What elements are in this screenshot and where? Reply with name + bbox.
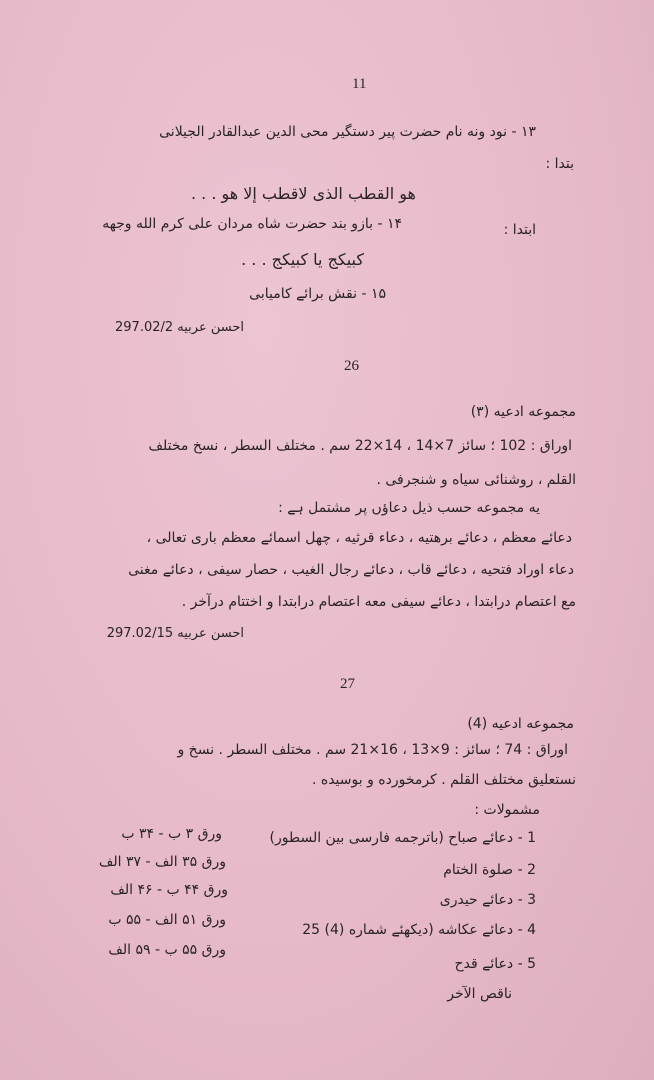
list-line-14: ۱۴ - بازو بند حضرت شاه مردان علی کرم الله وجهه xyxy=(102,216,402,232)
entry-26-line-1: اوراق : 102 ؛ سائز 7×14 ، 14×22 سم . مختلف السطر ، نسخ مختلف xyxy=(148,438,572,454)
entry-26-line-4: دعائے معظم ، دعائے برهتیه ، دعاء قرثیه ، چهل اسمائے معظم باری تعالی ، xyxy=(146,530,572,546)
entry-26-line-3: یه مجموعه حسب ذیل دعاؤں پر مشتمل ہے : xyxy=(278,500,540,516)
contents-label: مشمولات : xyxy=(474,802,540,818)
ibtida-text: هو القطب الذی لاقطب إلا هو . . . xyxy=(190,184,416,203)
entry-26-line-6: مع اعتصام درابتدا ، دعائے سیفی معه اعتصام درابتدا و اختتام درآخر . xyxy=(181,594,576,610)
item-2-text: 2 - صلوة الختام xyxy=(443,862,536,878)
closing-note: ناقص الآخر xyxy=(447,986,512,1002)
entry-27-title: مجموعه ادعیه (4) xyxy=(467,716,574,732)
page-number: 11 xyxy=(352,76,367,92)
item-1-folio: ورق ۳ ب - ۳۴ ب xyxy=(121,826,222,842)
item-4-folio: ورق ۵۱ الف - ۵۵ ب xyxy=(108,912,226,928)
list-line-14-continuation: کبیکج یا کبیکج . . . xyxy=(241,250,364,269)
item-3-text: 3 - دعائے حیدری xyxy=(439,892,536,908)
reference-2: احسن عربیه 297.02/15 xyxy=(106,626,244,641)
entry-26-title: مجموعه ادعیه (۳) xyxy=(470,404,576,420)
list-line-15: ۱۵ - نقش برائے کامیابی xyxy=(249,286,386,302)
list-line-13: ۱۳ - نود ونه نام حضرت پیر دستگیر محی الدین عبدالقادر الجیلانی xyxy=(159,124,536,140)
item-4-text: 4 - دعائے عکاشه (دیکھئے شماره (4) 25 xyxy=(302,922,536,938)
item-1-text: 1 - دعائے صباح (باترجمه فارسی بین السطور) xyxy=(269,830,536,846)
entry-26-line-5: دعاء اوراد فتحیه ، دعائے قاب ، دعائے رجال الغیب ، حصار سیفی ، دعائے مغنی xyxy=(128,562,574,578)
reference-1: احسن عربیه 297.02/2 xyxy=(115,320,244,335)
ibtida-label: بتدا : xyxy=(545,156,574,172)
item-3-folio: ورق ۴۴ ب - ۴۶ الف xyxy=(110,882,228,898)
entry-number-26: 26 xyxy=(344,358,359,374)
item-5-text: 5 - دعائے قدح xyxy=(454,956,536,972)
item-2-folio: ورق ۳۵ الف - ۳۷ الف xyxy=(98,854,226,870)
item-5-folio: ورق ۵۵ ب - ۵۹ الف xyxy=(108,942,226,958)
entry-27-line-1: اوراق : 74 ؛ سائز : 9×13 ، 16×21 سم . مختلف السطر . نسخ و xyxy=(177,742,568,758)
entry-27-line-2: نستعلیق مختلف القلم . کرمخورده و بوسیده . xyxy=(311,772,576,788)
ibtida-label-14: ابتدا : xyxy=(503,222,536,238)
entry-number-27: 27 xyxy=(340,676,355,692)
entry-26-line-2: القلم ، روشنائی سیاه و شنجرفی . xyxy=(376,472,576,488)
